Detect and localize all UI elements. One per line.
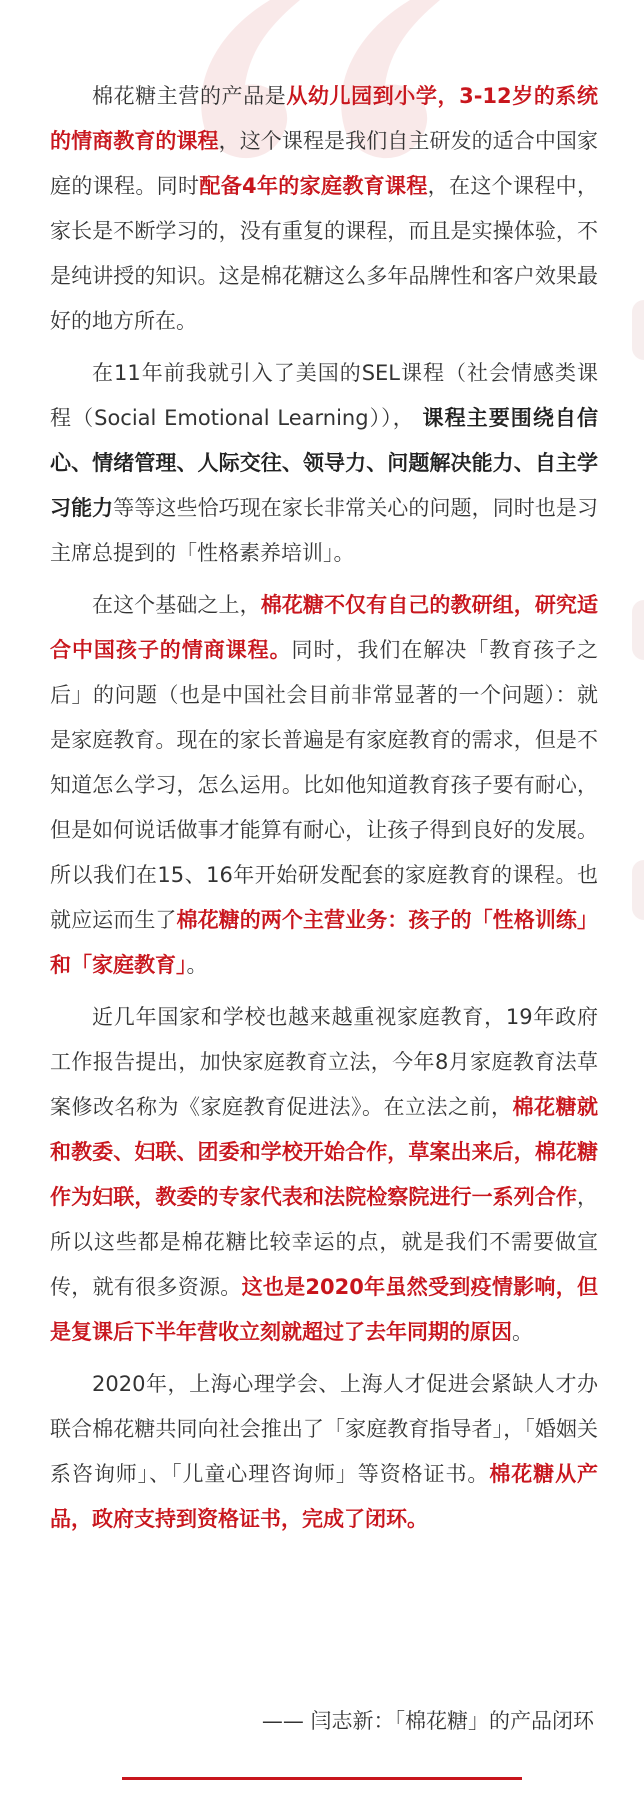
paragraph-1 xyxy=(50,74,598,344)
text-segment: 近几年国家和学校也越来越重视家庭教育，19年政府工作报告提出，加快家庭教育立法，今年8月家庭教育法草案修改名称为《家庭教育促进法》。在立法之前， xyxy=(50,1005,598,1119)
text-segment: 同时，我们在解决「教育孩子之后」的问题（也是中国社会目前非常显著的一个问题）：就是家庭教育。现在的家长普遍是有家庭教育的需求，但是不知道怎么学习，怎么运用。比如他知道教育孩子要有耐心，但是如何说话做事才能算有耐心，让孩子得到良好的发展。所以我们在15、16年开始研发配套的家庭教育的课程。也就应运而生了 xyxy=(50,638,599,932)
text-segment: 在11年前我就引入了美国的SEL课程（社会情感类课程（Social Emotional Learning））， xyxy=(50,361,598,430)
text-segment: 棉花糖主营的产品是 xyxy=(92,84,287,108)
article-body xyxy=(50,74,598,1549)
text-segment: 在这个基础之上， xyxy=(92,593,261,617)
highlight-text: 棉花糖的两个主营业务：孩子的「性格训练」和「家庭教育」 xyxy=(50,908,599,977)
text-segment: 。 xyxy=(512,1320,533,1344)
paragraph-4 xyxy=(50,995,598,1355)
highlight-text: 棉花糖不仅有自己的教研组，研究适合中国孩子的情商课程。 xyxy=(50,593,599,662)
text-segment: 2020年，上海心理学会、上海人才促进会紧缺人才办联合棉花糖共同向社会推出了「家庭教育指导者」，「婚姻关系咨询师」、「儿童心理咨询师」等资格证书。 xyxy=(50,1372,598,1486)
bold-text: 课程主要围绕自信心、情绪管理、人际交往、领导力、问题解决能力、自主学习能力 xyxy=(50,406,598,520)
highlight-text: 配备4年的家庭教育课程 xyxy=(199,174,428,198)
highlight-text: 棉花糖从产品，政府支持到资格证书，完成了闭环。 xyxy=(50,1462,599,1531)
text-segment: 。 xyxy=(186,953,208,977)
text-segment: ，这个课程是我们自主研发的适合中国家庭的课程。同时 xyxy=(50,129,598,198)
highlight-text: 棉花糖就和教委、妇联、团委和学校开始合作，草案出来后，棉花糖作为妇联，教委的专家代表和法院检察院进行一系列合作 xyxy=(50,1095,598,1209)
text-segment: ，在这个课程中，家长是不断学习的，没有重复的课程，而且是实操体验，不是纯讲授的知识。这是棉花糖这么多年品牌性和客户效果最好的地方所在。 xyxy=(50,174,599,333)
text-segment: ，所以这些都是棉花糖比较幸运的点，就是我们不需要做宣传，就有很多资源。 xyxy=(50,1185,598,1299)
bottom-divider xyxy=(122,1777,522,1780)
highlight-text: 这也是2020年虽然受到疫情影响，但是复课后下半年营收立刻就超过了去年同期的原因 xyxy=(50,1275,598,1344)
highlight-text: 从幼儿园到小学，3-12岁的系统的情商教育的课程 xyxy=(50,84,599,153)
side-decoration xyxy=(632,300,644,360)
article-signature: —— 闫志新：「棉花糖」的产品闭环 xyxy=(261,1709,594,1733)
paragraph-2 xyxy=(50,351,598,576)
side-decoration xyxy=(632,860,644,920)
paragraph-3 xyxy=(50,583,598,988)
text-segment: 等等这些恰巧现在家长非常关心的问题，同时也是习主席总提到的「性格素养培训」。 xyxy=(50,496,599,565)
paragraph-5 xyxy=(50,1362,598,1542)
side-decoration xyxy=(632,600,644,660)
